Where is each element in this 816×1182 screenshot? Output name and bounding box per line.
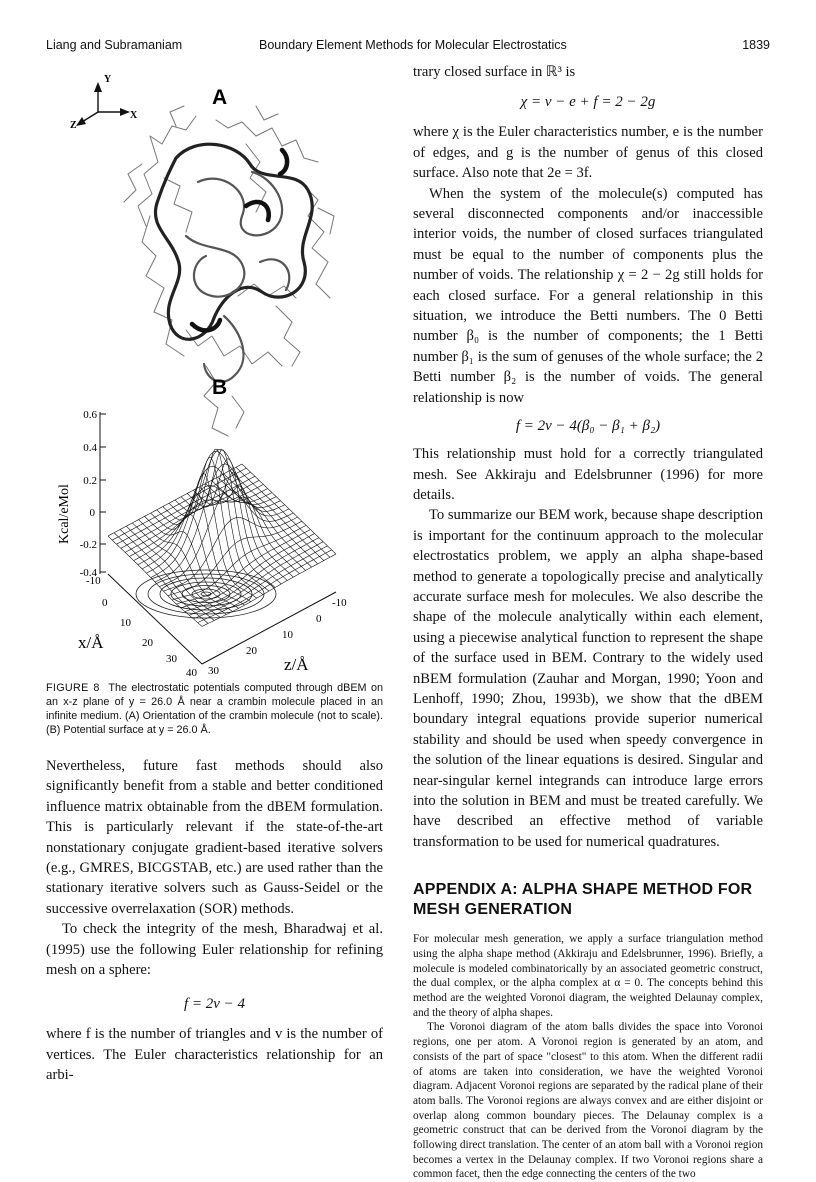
surface-wireframe (108, 449, 336, 626)
crambin-molecule-image (124, 106, 334, 436)
z-tick-label: 0.4 (83, 442, 97, 454)
right-column (413, 62, 763, 1182)
paragraph: To summarize our BEM work, because shape description is important for the continuum approach to the molecular electrostatics problem, we apply an alpha shape-based method to generate a topologically precise and analytically accurate surface mesh for molecules. We also describe the shape of the molecule analytically within each element, using a piecewise analytical function to represent the shape of the surface used in BEM. Contrary to the widely used nBEM formulation (Zauhar and Morgan, 1990; Yoon and Lenhoff, 1990; Zhou, 1993b), we show that the dBEM boundary integral equations provide superior numerical stability and should be used when speedy convergence in the solution of the linear equations is desired. Singular and near-singular kernel integrands can introduce large errors into the solution in BEM and must be treated carefully. We have described an effective method of variable transformation to be used for numerical quadratures. (413, 507, 763, 850)
z-tick-label: -0.4 (79, 567, 97, 579)
x-tick-label: 0 (102, 597, 108, 609)
mesh-line (132, 523, 226, 615)
y-tick-label: 10 (282, 629, 293, 641)
figure-8 (46, 66, 386, 679)
header-title: Boundary Element Methods for Molecular Electrostatics (259, 38, 567, 52)
x-tick-label: 40 (186, 667, 197, 679)
paragraph: where f is the number of triangles and v is the number of vertices. The Euler characteristics relationship for an arbi- (46, 1026, 383, 1084)
base-contours (136, 570, 276, 618)
figure-8-graphic (46, 66, 386, 679)
z-tick-label: 0.2 (83, 475, 97, 487)
z-axis-ticks (100, 414, 106, 572)
equation: f = 2v − 4 (183, 996, 246, 1013)
paragraph: The Voronoi diagram of the atom balls divides the space into Voronoi regions, one per atom. A Voronoi region is generated by an atom, and consists of the part of space "closest" to this atom. When the different radii of atoms are taken into consideration, we have the weighted Voronoi diagram. Adjacent Voronoi regions are separated by the radical plane of their atom balls. The Voronoi regions are always convex and are either disjoint or overlap along common boundary pieces. The Delaunay complex is a geometric construct that can be derived from the Voronoi diagram by the following direct translation. The center of an atom ball with a Voronoi region becomes a vertex in the Delaunay complex. If two Voronoi regions share a common facet, then the edge connecting the centers of the two (413, 1021, 763, 1181)
left-column (46, 756, 383, 1086)
page-number: 1839 (742, 38, 770, 52)
paragraph: This relationship must hold for a correctly triangulated mesh. See Akkiraju and Edelsbrunner (1996) for more details. (413, 446, 763, 503)
section-heading: APPENDIX A: ALPHA SHAPE METHOD FOR MESH GENERATION (413, 881, 753, 919)
panel-a-label: A (212, 86, 228, 109)
caption-label: FIGURE 8 (46, 682, 100, 694)
y-tick-label: 30 (208, 665, 219, 677)
paragraph: trary closed surface in ℝ³ is (413, 64, 576, 80)
z-tick-label: -0.2 (79, 539, 97, 551)
equation: χ = v − e + f = 2 − 2g (520, 94, 656, 111)
mesh-line (230, 471, 324, 561)
z-tick-label: 0.6 (83, 409, 97, 421)
figure-caption (46, 681, 383, 737)
y-axis-label: z/Å (284, 655, 309, 674)
running-header (46, 38, 770, 54)
mesh-line (121, 476, 255, 548)
axis-icon-z-label: Z (70, 120, 77, 131)
x-tick-label: -10 (86, 575, 101, 587)
y-tick-label: 0 (316, 613, 322, 625)
equation: f = 2v − 4(β₀ − β₁ + β₂) (515, 418, 661, 435)
paragraph: For molecular mesh generation, we apply a surface triangulation method using the alpha shape method (Akkiraju and Edelsbrunner, 1996). Briefly, a molecule is modeled combinatorically by an associated geometric construct, the dual complex, or the alpha complex at α = 0. The concepts behind this method are the weighted Voronoi diagram, the weighted Delaunay complex, and the theory of alpha shapes. (413, 933, 763, 1019)
caption-text: The electrostatic potentials computed through dBEM on an x-z plane of y = 26.0 Å near a crambin molecule placed in an infinite medium. (A) Orientation of the crambin molecule (not to scale). (B) Potential surface at y = 26.0 Å. (46, 682, 383, 736)
y-tick-label: -10 (332, 597, 347, 609)
axis-icon-y-label: Y (104, 74, 112, 85)
paragraph: Nevertheless, future fast methods should also significantly benefit from a stable and better conditioned influence matrix obtainable from the dBEM formulation. This is particularly relevant if the state-of-the-art nonstationary conjugate gradient-based iterative solvers (e.g., GMRES, BICGSTAB, etc.) are used rather than the stationary iterative solvers such as Gauss-Seidel or the successive overrelaxation (SOR) methods. (46, 758, 383, 917)
z-axis-label: Kcal/eMol (57, 484, 72, 544)
axis-icon-x-label: X (130, 110, 138, 121)
x-axis-label: x/Å (78, 633, 104, 652)
header-authors: Liang and Subramaniam (46, 38, 183, 52)
paragraph: where χ is the Euler characteristics number, e is the number of edges, and g is the number of genus of this closed surface. Also note that 2e = 3f. (413, 124, 763, 182)
x-tick-label: 20 (142, 637, 153, 649)
z-tick-label: 0 (89, 507, 95, 519)
y-tick-label: 20 (246, 645, 257, 657)
panel-b-label: B (212, 376, 228, 399)
paragraph: To check the integrity of the mesh, Bharadwaj et al. (1995) use the following Euler relationship for refining mesh on a sphere: (46, 921, 383, 979)
x-tick-label: 30 (166, 653, 177, 665)
x-tick-label: 10 (120, 617, 131, 629)
mesh-line (218, 477, 312, 567)
orientation-axes-icon (76, 82, 130, 126)
potential-surface-plot (57, 409, 347, 679)
paragraph: When the system of the molecule(s) computed has several disconnected components and/or inaccessible interior voids, the number of closed surfaces triangulated must be equal to the number of components plus the number of voids. The relationship χ = 2 − 2g still holds for each closed surface. For a general relationship in this situation, we introduce the Betti numbers. The 0 Betti number β₀ is the number of components; the 1 Betti number β₁ is the sum of genuses of the whole surface; the 2 Betti number β₂ is the number of voids. The general relationship is now (413, 185, 763, 406)
